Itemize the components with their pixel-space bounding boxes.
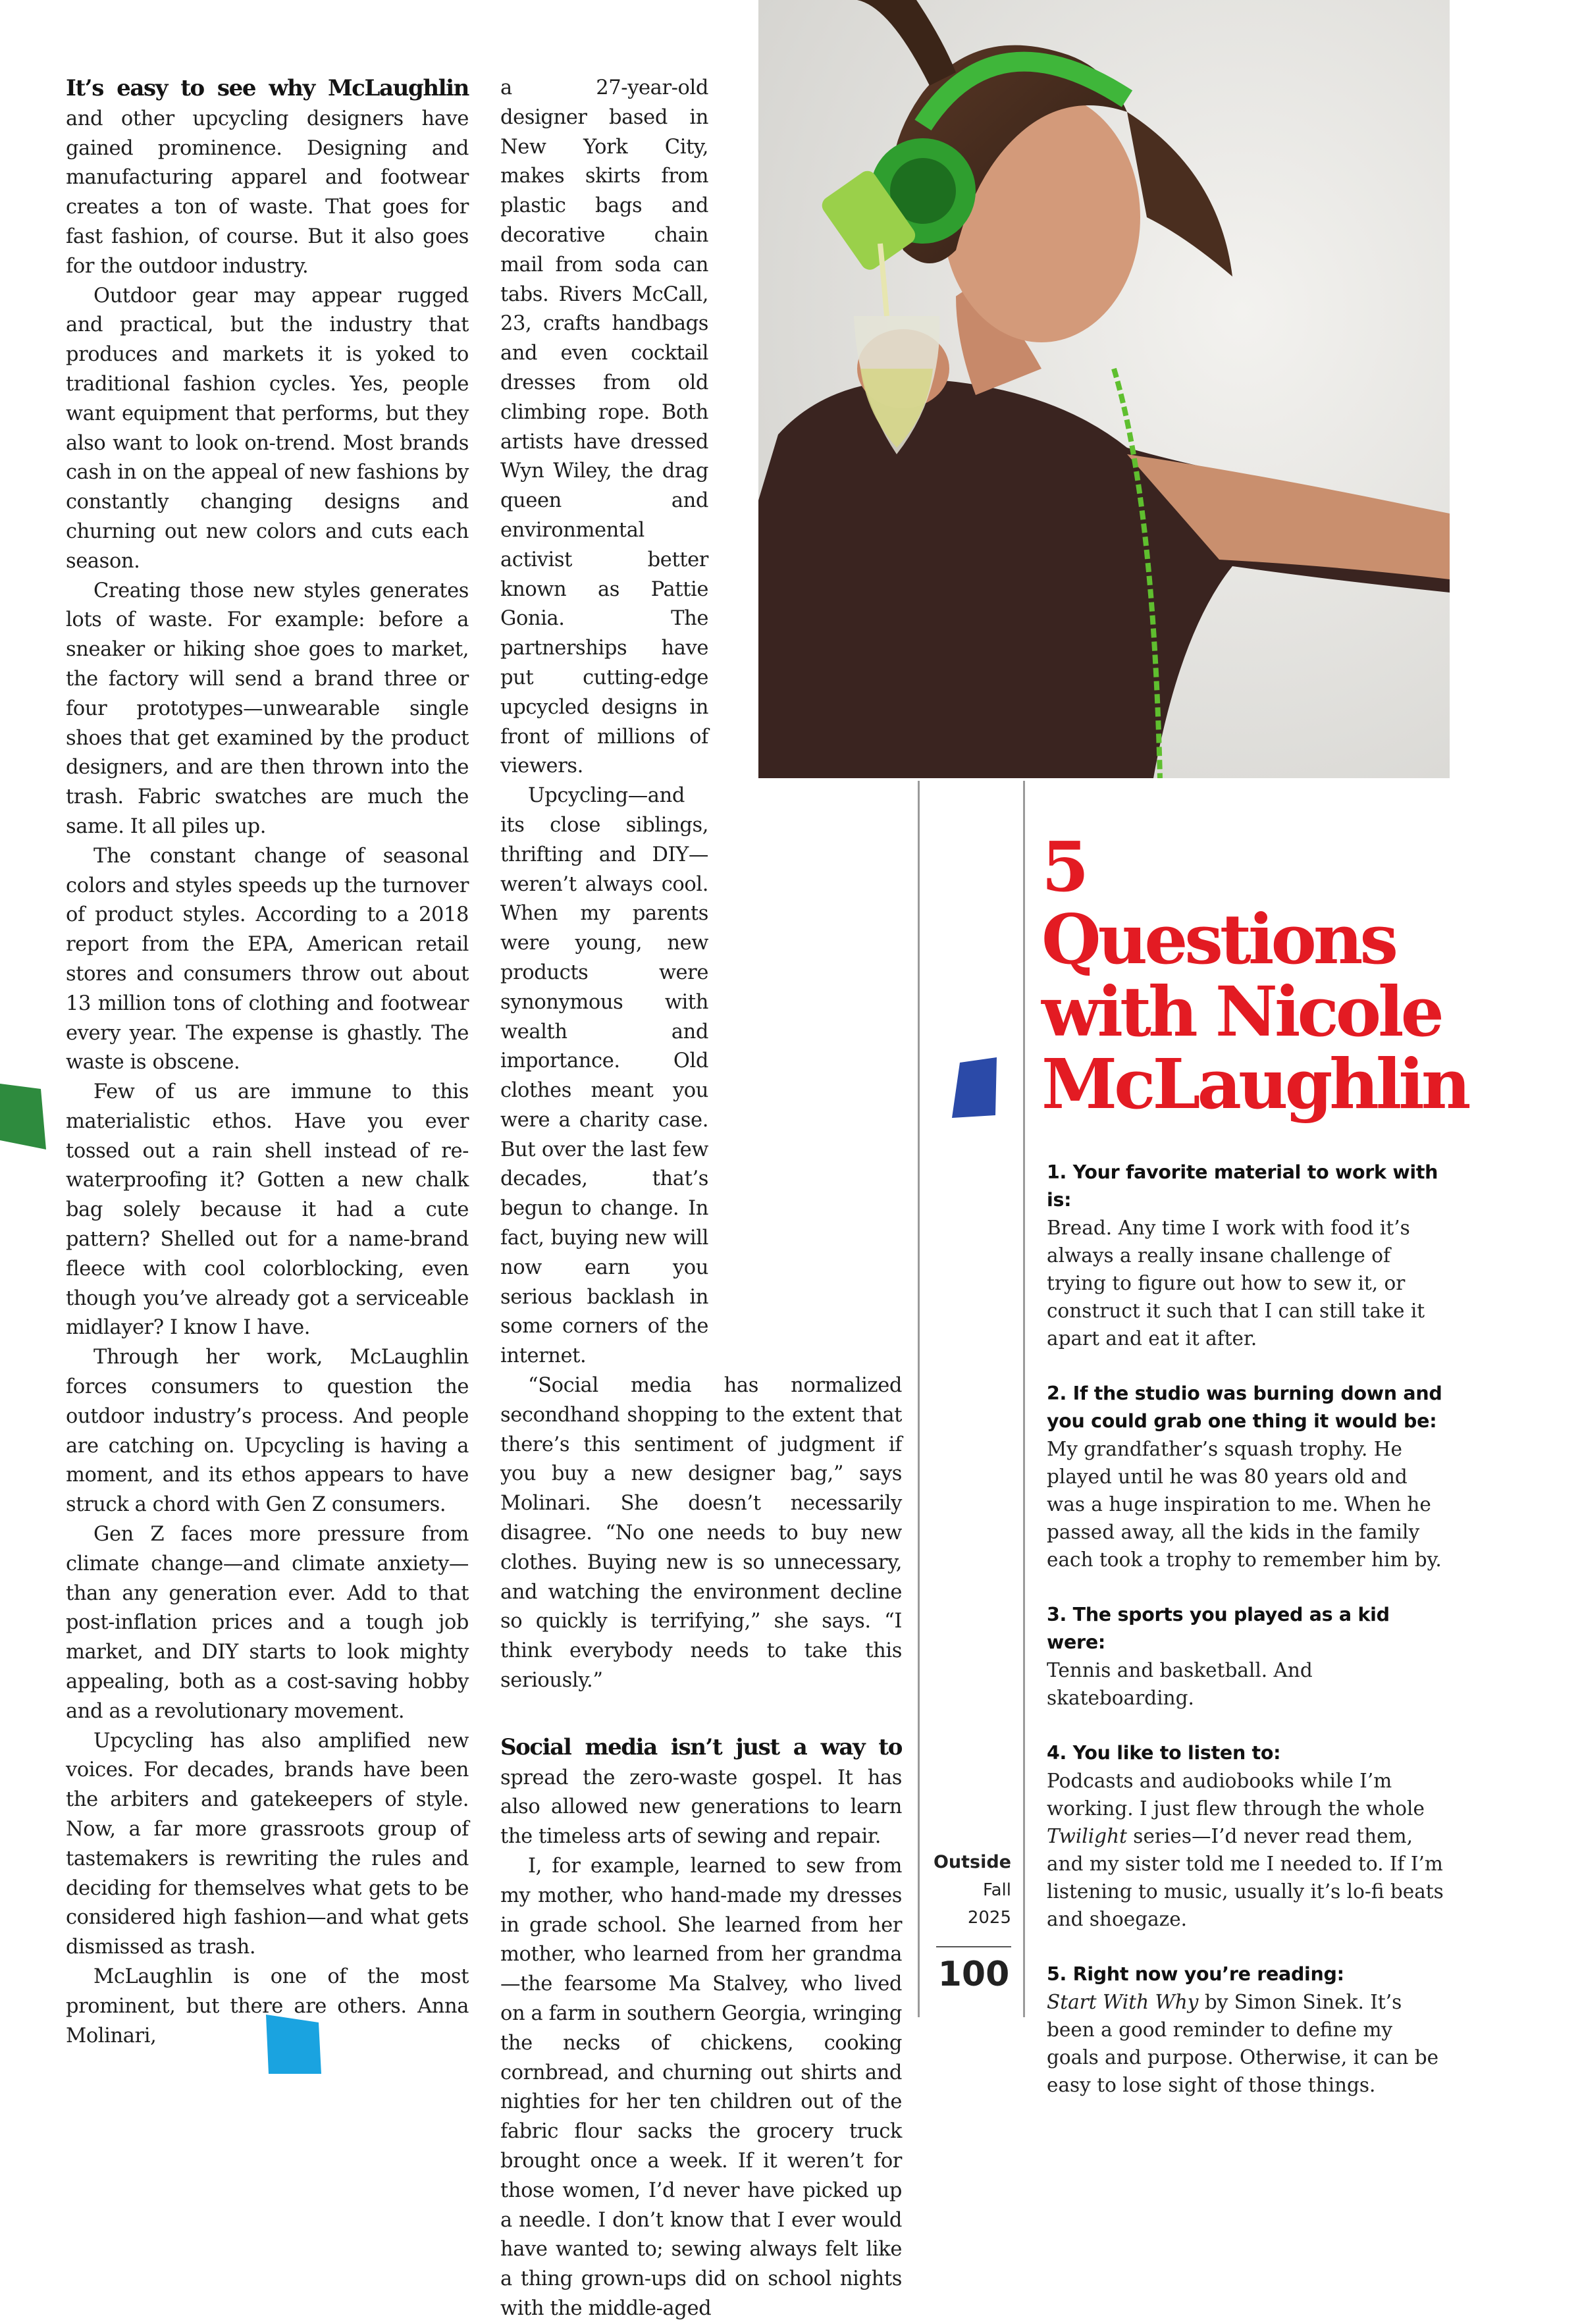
book-title: Twilight: [1047, 1825, 1127, 1847]
question-2: 2. If the studio was burning down and you could grab one thing it would be:: [1047, 1383, 1442, 1432]
sidebar-title: 5 Questions with Nicole McLaughlin: [1041, 826, 1468, 1124]
cyan-tab-shape: [266, 2015, 321, 2074]
column-divider: [1023, 781, 1025, 2017]
answer-3: Tennis and basketball. And skateboarding.: [1047, 1659, 1313, 1709]
issue-year: 2025: [967, 1908, 1011, 1928]
answer-5: Start With Why by Simon Sinek. It’s been a good reminder to define my goals and purpose. Otherwise, it can be easy to lose sight of those things.: [1047, 1991, 1439, 2096]
article-paragraph: Few of us are immune to this materialistic ethos. Have you ever tossed out a rain shell instead of re-waterproofing it? Gotten a new chalk bag solely because it had a cute pattern? Shelled out for a name-brand fleece with cool colorblocking, even though you’ve already got a serviceable midlayer? I know I have.: [66, 1080, 469, 1340]
article-paragraph: Upcycling—and its close siblings, thrifting and DIY—weren’t always cool. When my parents were young, new products were synonymous with wealth and importance. Old clothes meant you were a charity case. But over the last few decades, that’s begun to change. In fact, buying new will now earn you serious backlash in some corners of the internet.: [500, 784, 708, 1368]
article-column-1: [66, 74, 469, 2051]
answer-1: Bread. Any time I work with food it’s always a really insane challenge of trying to figure out how to sew it, or construct it such that I can still take it apart and eat it after.: [1047, 1217, 1425, 1350]
question-5: 5. Right now you’re reading:: [1047, 1963, 1344, 1985]
article-paragraph: Outdoor gear may appear rugged and practical, but the industry that produces and markets it is yoked to traditional fashion cycles. Yes, people want equipment that performs, but they also want to look on-trend. Most brands cash in on the appeal of new fashions by constantly changing designs and churning out new colors and cuts each season.: [66, 284, 469, 573]
book-title: Start With Why: [1047, 1991, 1199, 2013]
blue-tab-shape: [952, 1057, 998, 1118]
article-paragraph: Social media isn’t just a way to spread the zero-waste gospel. It has also allowed new generations to learn the timeless arts of sewing and repair.: [500, 1733, 902, 1849]
page-number: 100: [937, 1955, 1010, 1994]
folio-rule: [936, 1946, 1011, 1947]
article-paragraph: Gen Z faces more pressure from climate change—and climate anxiety—than any generation ever. Add to that post-inflation prices and a tough job market, and DIY starts to look mighty appealing, both as a cost-saving hobby and as a revolutionary movement.: [66, 1523, 469, 1723]
sidebar-five-questions: [1041, 826, 1468, 2126]
magazine-name: Outside: [933, 1852, 1011, 1872]
issue-season: Fall: [983, 1880, 1011, 1900]
answer-2: My grandfather’s squash trophy. He played until he was 80 years old and was a huge inspiration to me. When he passed away, all the kids in the family each took a trophy to remember him by.: [1047, 1438, 1442, 1571]
article-paragraph: Through her work, McLaughlin forces consumers to question the outdoor industry’s process. And people are catching on. Upcycling is having a moment, and its ethos appears to have struck a chord with Gen Z consumers.: [66, 1346, 469, 1517]
article-paragraph: It’s easy to see why McLaughlin and other upcycling designers have gained prominence. Designing and manufacturing apparel and footwear creates a ton of waste. That goes for fast fashion, of course. But it also goes for the outdoor industry.: [66, 75, 469, 278]
article-paragraph: Upcycling has also amplified new voices. For decades, brands have been the arbiters and gatekeepers of style. Now, a far more grassroots group of tastemakers is rewriting the rules and deciding for themselves what gets to be considered high fashion—and what gets dismissed as trash.: [66, 1729, 469, 1959]
question-3: 3. The sports you played as a kid were:: [1047, 1604, 1390, 1653]
article-paragraph: a 27-year-old designer based in New York City, makes skirts from plastic bags and decorative chain mail from soda can tabs. Rivers McCall, 23, crafts handbags and even cocktail dresses from old climbing rope. Both artists have dressed Wyn Wiley, the drag queen and environmental activist better known as Pattie Gonia. The partnerships have put cutting-edge upcycled designs in front of millions of viewers.: [500, 76, 708, 778]
article-paragraph: The constant change of seasonal colors and styles speeds up the turnover of product styles. According to a 2018 report from the EPA, American retail stores and consumers throw out about 13 million tons of clothing and footwear every year. The expense is ghastly. The waste is obscene.: [66, 844, 469, 1074]
question-1: 1. Your favorite material to work with is:: [1047, 1161, 1438, 1211]
article-paragraph: McLaughlin is one of the most prominent, but there are others. Anna Molinari,: [66, 1965, 469, 2047]
answer-4: Podcasts and audiobooks while I’m working. I just flew through the whole Twilight series—I’d never read them, and my sister told me I needed to. If I’m listening to music, usually it’s lo-fi beats and shoegaze.: [1047, 1770, 1444, 1930]
green-tab-shape: [0, 1084, 46, 1149]
lead-in: It’s easy to see why McLaughlin: [66, 75, 469, 101]
section-lead-in: Social media isn’t just a way to: [500, 1733, 902, 1760]
column-divider: [918, 781, 920, 2017]
photo-woman-with-headphones: [758, 0, 1450, 778]
article-paragraph: “Social media has normalized secondhand shopping to the extent that there’s this sentiment of judgment if you buy a new designer bag,” says Molinari. She doesn’t necessarily disagree. “No one needs to buy new clothes. Buying new is so unnecessary, and watching the environment decline so quickly is terrifying,” she says. “I think everybody needs to take this seriously.”: [500, 1374, 902, 1693]
article-paragraph: I, for example, learned to sew from my mother, who hand-made my dresses in grade school. She learned from her mother, who learned from her grandma—the fearsome Ma Stalvey, who lived on a farm in southern Georgia, wringing the necks of chickens, cooking cornbread, and churning out shirts and nighties for her ten children out of the fabric flour sacks the grocery truck brought once a week. If it weren’t for those women, I’d never have picked up a needle. I don’t know that I ever would have wanted to; sewing always felt like a thing grown-ups did on school nights with the middle-aged: [500, 1855, 903, 2320]
folio: [928, 1849, 1011, 1994]
question-4: 4. You like to listen to:: [1047, 1742, 1281, 1764]
photo-illustration: [758, 0, 1450, 778]
article-paragraph: Creating those new styles generates lots of waste. For example: before a sneaker or hiking shoe goes to market, the factory will send a brand three or four prototypes—unwearable single shoes that get examined by the product designers, and are then thrown into the trash. Fabric swatches are much the same. It all piles up.: [66, 579, 469, 838]
